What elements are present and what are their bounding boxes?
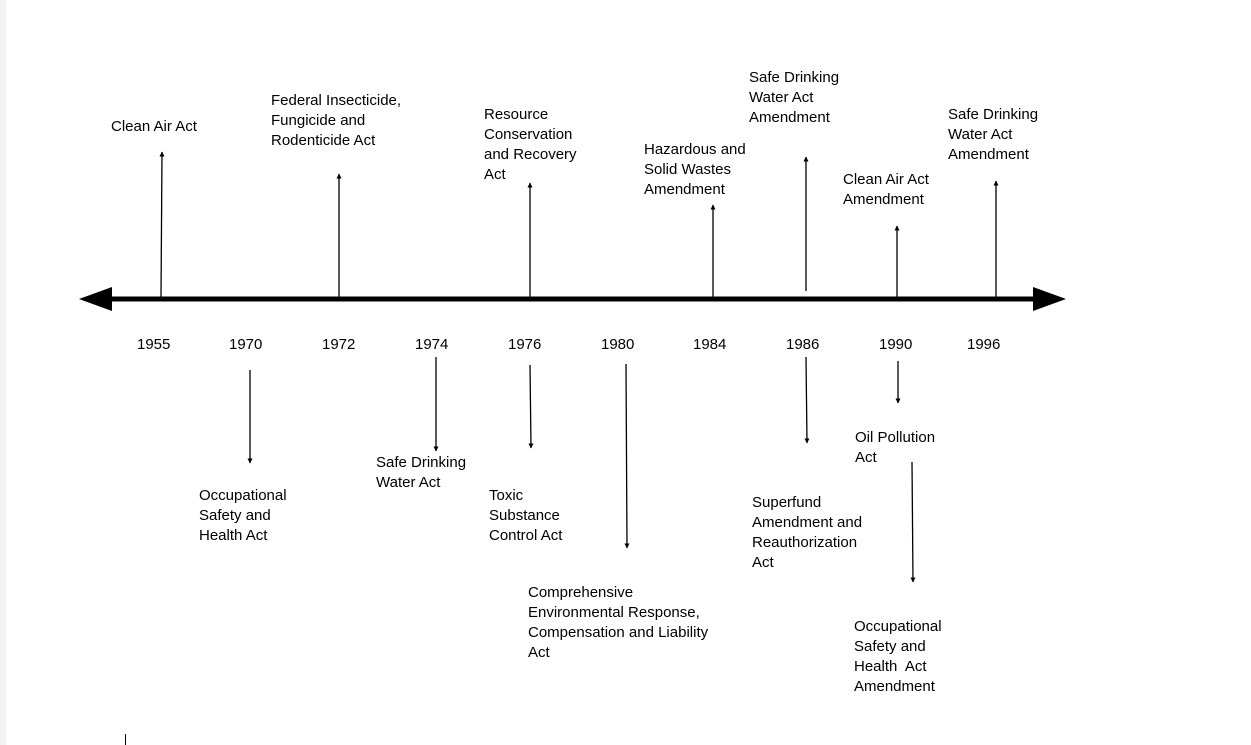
- event-label-tsca: Toxic Substance Control Act: [489, 487, 563, 544]
- event-label-fifra: Federal Insecticide, Fungicide and Rodenticide Act: [271, 92, 402, 149]
- year-label: 1972: [322, 336, 356, 353]
- event-label-clean-air-act-amendment: Clean Air Act Amendment: [843, 171, 929, 208]
- event-arrow: [626, 364, 627, 548]
- event-arrow: [161, 152, 162, 297]
- event-arrow: [806, 357, 807, 443]
- year-label: 1955: [137, 336, 171, 353]
- text-cursor: [125, 734, 126, 745]
- left-arrowhead-icon: [79, 287, 112, 311]
- year-label: 1996: [967, 336, 1001, 353]
- timeline-axis: [79, 287, 1066, 311]
- right-arrowhead-icon: [1033, 287, 1066, 311]
- event-label-sdwa: Safe Drinking Water Act: [376, 454, 467, 491]
- year-label: 1984: [693, 336, 727, 353]
- year-labels: [137, 336, 1000, 353]
- year-label: 1976: [508, 336, 542, 353]
- event-label-hazardous-solid-wastes: Hazardous and Solid Wastes Amendment: [644, 141, 746, 198]
- events-above: [111, 69, 1042, 208]
- events-below: [199, 429, 971, 695]
- event-label-sara: Superfund Amendment and Reauthorization Act: [752, 494, 863, 571]
- event-arrow: [912, 462, 913, 582]
- event-label-rcra: Resource Conservation and Recovery Act: [484, 106, 577, 183]
- event-label-clean-air-act: Clean Air Act: [111, 118, 197, 135]
- year-label: 1974: [415, 336, 449, 353]
- year-label: 1980: [601, 336, 635, 353]
- year-label: 1986: [786, 336, 820, 353]
- event-label-sdwa-amendment-1986: Safe Drinking Water Act Amendment: [749, 69, 840, 126]
- event-arrow: [530, 365, 531, 448]
- event-label-oil-pollution-act: Oil Pollution Act: [855, 429, 936, 466]
- year-label: 1970: [229, 336, 263, 353]
- event-label-cercla: Comprehensive Environmental Response, Compensation and Liability Act: [528, 584, 709, 661]
- event-label-osha-amendment: Occupational Safety and Health Act Amendment: [854, 618, 942, 695]
- event-label-osha: Occupational Safety and Health Act: [199, 487, 287, 544]
- event-label-sdwa-amendment-1996: Safe Drinking Water Act Amendment: [948, 106, 1039, 163]
- year-label: 1990: [879, 336, 913, 353]
